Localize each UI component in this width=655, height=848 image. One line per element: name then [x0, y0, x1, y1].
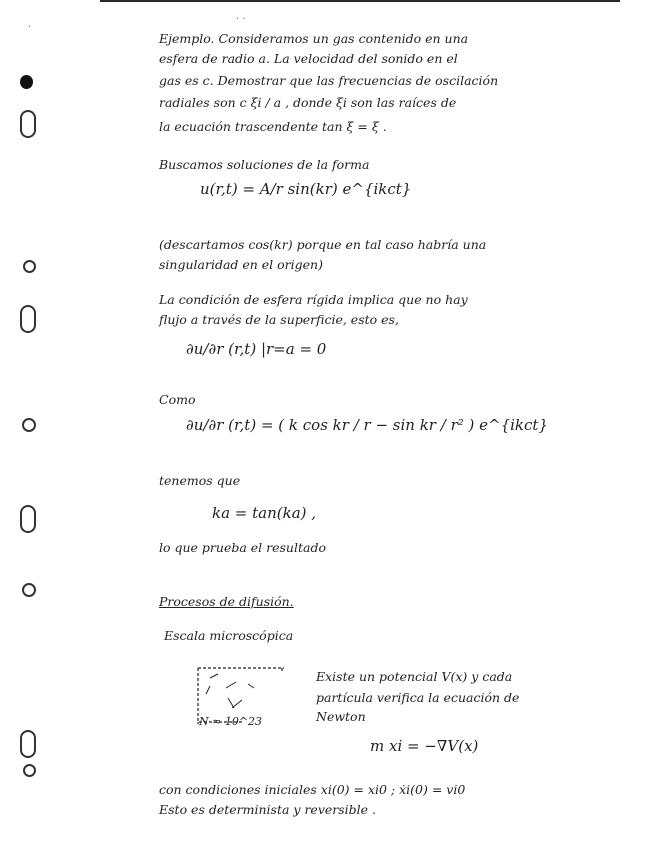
potential-line-2: partícula verifica la ecuación de [316, 690, 520, 705]
rigid-sphere-2: flujo a través de la superficie, esto es, [159, 312, 399, 327]
transcendental-equation: ka = tan(ka) , [212, 504, 317, 522]
como-label: Como [159, 392, 196, 407]
example-line-5: la ecuación trascendente tan ξ = ξ . [159, 119, 387, 134]
binder-hole-8 [20, 730, 36, 758]
solution-formula: u(r,t) = A/r sin(kr) e^{ikct} [200, 180, 412, 198]
initial-conditions: con condiciones iniciales xi(0) = xi0 ; ẋi(0) = vi0 [159, 782, 466, 797]
ink-speck: · · [236, 14, 246, 25]
solution-intro: Buscamos soluciones de la forma [159, 157, 370, 172]
page-top-edge [100, 0, 620, 2]
derivative-formula: ∂u/∂r (r,t) = ( k cos kr / r − sin kr / r² ) e^{ikct} [186, 416, 548, 434]
potential-line-3: Newton [316, 709, 366, 724]
boundary-condition: ∂u/∂r (r,t) |r=a = 0 [186, 340, 327, 358]
deterministic-note: Esto es determinista y reversible . [159, 802, 377, 817]
binder-hole-7 [22, 583, 36, 597]
tenemos-que: tenemos que [159, 473, 241, 488]
ink-speck-left: · [28, 22, 32, 33]
diffusion-heading: Procesos de difusión. [159, 594, 294, 609]
binder-hole-6 [20, 505, 36, 533]
conclusion-line: lo que prueba el resultado [159, 540, 326, 555]
binder-hole-4 [20, 305, 36, 333]
discard-note-2: singularidad en el origen) [159, 257, 323, 272]
binder-hole-9 [23, 764, 36, 777]
potential-line-1: Existe un potencial V(x) y cada [316, 669, 513, 684]
binder-hole-2 [20, 110, 36, 138]
particle-count: N ≈ 10^23 [199, 715, 263, 728]
binder-hole-3 [23, 260, 36, 273]
newton-equation: m xi = −∇V(x) [370, 737, 479, 755]
rigid-sphere-1: La condición de esfera rígida implica que no hay [159, 292, 468, 307]
microscopic-scale: Escala microscópica [164, 628, 294, 643]
example-line-2: esfera de radio a. La velocidad del sonido en el [159, 51, 458, 66]
discard-note-1: (descartamos cos(kr) porque en tal caso habría una [159, 237, 487, 252]
example-line-1: Ejemplo. Consideramos un gas contenido en una [159, 31, 469, 46]
binder-hole-5 [22, 418, 36, 432]
binder-hole-1 [20, 75, 33, 89]
example-line-4: radiales son c ξi / a , donde ξi son las raíces de [159, 95, 457, 110]
example-line-3: gas es c. Demostrar que las frecuencias de oscilación [159, 73, 499, 88]
